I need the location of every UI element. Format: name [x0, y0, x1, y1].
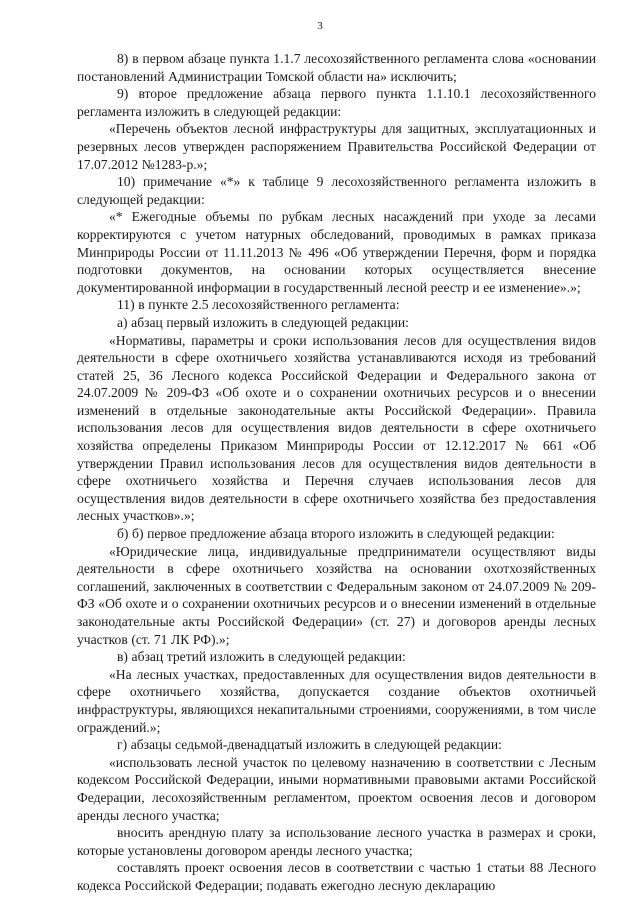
- subitem-g: г) абзацы седьмой-двенадцатый изложить в следующей редакции:: [117, 737, 502, 753]
- paragraph-text: составлять проект освоения лесов в соответствии с частью 1 статьи 88 Лесного кодекса Российской Федерации; подавать ежегодно лесную декларацию: [77, 860, 596, 893]
- paragraph-text: вносить арендную плату за использование лесного участка в размерах и сроки, которые установлены договором аренды лесного участка;: [77, 825, 596, 858]
- quoted-text: «Нормативы, параметры и сроки использования лесов для осуществления видов деятельности в сфере охотничьего хозяйства устанавливаются исходя из требований статей 25, 36 Лесного кодекса Российской Федерации и Федерального закона от 24.07.2009 № 209-ФЗ «Об охоте и о сохранении охотничьих ресурсов и о внесении изменений в отдельные законодательные акты Российской Федерации». Правила использования лесов для осуществления видов деятельности в сфере охотничьего хозяйства определены Приказом Минприроды России от 12.12.2017 № 661 «Об утверждении Правил использования лесов для осуществления видов деятельности в сфере охотничьего хозяйства и Перечня случаев использования лесов для осуществления видов деятельности в сфере охотничьего хозяйства без предоставления лесных участков».»;: [77, 332, 596, 524]
- subitem-v: в) абзац третий изложить в следующей редакции:: [117, 649, 406, 665]
- paragraph-item-8: 8) в первом абзаце пункта 1.1.7 лесохозяйственного регламента слова «основании постановлений Администрации Томской области на» исключить;: [77, 51, 596, 84]
- paragraph-item-10: 10) примечание «*» к таблице 9 лесохозяйственного регламента изложить в следующей редакции:: [77, 174, 596, 207]
- quoted-text: «* Ежегодные объемы по рубкам лесных насаждений при уходе за лесами корректируются с учетом натурных обследований, проводимых в рамках приказа Минприроды России от 11.11.2013 № 496 «Об утверждении Перечня, форм и порядка подготовки документов, на основании которых осуществляется внесение документированной информации в государственный лесной реестр и ее изменение».»;: [77, 209, 596, 295]
- page-number: 3: [317, 20, 323, 32]
- quoted-text: «Юридические лица, индивидуальные предприниматели осуществляют виды деятельности в сфере охотничьего хозяйства на основании охотхозяйственных соглашений, заключенных в соответствии с Федеральным законом от 24.07.2009 № 209-ФЗ «Об охоте и о сохранении охотничьих ресурсов и о внесении изменений в отдельные законодательные акты Российской Федерации» (ст. 27) и договоров аренды лесных участков (ст. 71 ЛК РФ).»;: [77, 543, 596, 647]
- paragraph-item-11: 11) в пункте 2.5 лесохозяйственного регламента:: [117, 297, 400, 313]
- quoted-text: «На лесных участках, предоставленных для осуществления видов деятельности в сфере охотничьего хозяйства, допускается создание объектов охотничьей инфраструктуры, являющихся некапитальными строениями, сооружениями, в том числе ограждений.»;: [77, 666, 596, 735]
- document-body: [77, 50, 596, 895]
- quoted-text: «Перечень объектов лесной инфраструктуры для защитных, эксплуатационных и резервных лесов утвержден распоряжением Правительства Российской Федерации от 17.07.2012 №1283-р.»;: [77, 121, 596, 172]
- subitem-a: а) абзац первый изложить в следующей редакции:: [117, 314, 409, 330]
- subitem-b: б) б) первое предложение абзаца второго изложить в следующей редакции:: [117, 526, 555, 542]
- quoted-text: «использовать лесной участок по целевому назначению в соответствии с Лесным кодексом Российской Федерации, иными нормативными правовыми актами Российской Федерации, лесохозяйственным регламентом, проектом освоения лесов и договором аренды лесного участка;: [77, 754, 596, 823]
- paragraph-item-9: 9) второе предложение абзаца первого пункта 1.1.10.1 лесохозяйственного регламента изложить в следующей редакции:: [77, 86, 596, 119]
